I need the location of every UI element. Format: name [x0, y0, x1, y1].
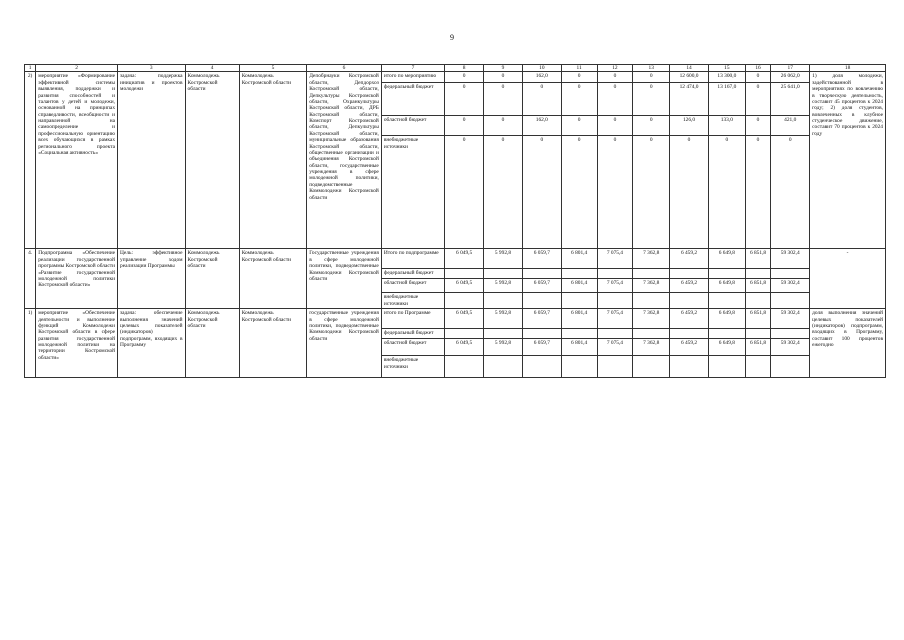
table-row [25, 72, 886, 83]
event-name: Подпрограмма «Обеспечение реализации государственной программы Костромской области «Развитие государственной молодежной политики Костромской области» [36, 249, 118, 309]
amount-cell: 0 [745, 136, 771, 249]
executors-cell: Государственные учреждения в сфере молодежной политики, подведомственные Коммолодежи Костромской области [307, 249, 382, 309]
funding-source: областной бюджет [381, 116, 444, 136]
amount-cell [771, 329, 810, 339]
funding-source: федеральный бюджет [381, 269, 444, 279]
column-number: 1 [25, 65, 36, 72]
amount-cell [708, 269, 745, 279]
amount-cell [561, 329, 597, 339]
amount-cell: 13 300,0 [708, 72, 745, 83]
amount-cell: 6 059,7 [522, 309, 561, 329]
amount-cell: 0 [445, 116, 484, 136]
amount-cell [745, 269, 771, 279]
funding-source: внебюджетные источники [381, 356, 444, 378]
table-row [25, 249, 886, 269]
amount-cell: 5 992,8 [484, 339, 523, 356]
responsible-cell: Коммолодежь Костромской области [239, 309, 306, 378]
amount-cell: 0 [771, 136, 810, 249]
funding-source: итого по Программе [381, 309, 444, 329]
amount-cell: 6 851,8 [745, 309, 771, 329]
column-number: 4 [185, 65, 239, 72]
amount-cell: 7 075,4 [597, 339, 633, 356]
column-number: 15 [708, 65, 745, 72]
amount-cell [597, 269, 633, 279]
amount-cell: 0 [445, 83, 484, 116]
responsible-cell: Коммолодежь Костромской области [239, 72, 306, 249]
amount-cell: 0 [561, 72, 597, 83]
expected-result: 1) доля молодежи, задействованной в мероприятиях по вовлечению в творческую деятельность, составит 45 процентов к 2024 году; 2) доля студентов, вовлеченных в клубное студенческое движение, составит 70 процентов к 2024 году [810, 72, 886, 249]
amount-cell: 6 649,8 [708, 309, 745, 329]
amount-cell: 126,0 [670, 116, 709, 136]
row-number: 2) [25, 72, 36, 249]
column-number: 18 [810, 65, 886, 72]
amount-cell: 0 [597, 83, 633, 116]
amount-cell: 6 801,4 [561, 309, 597, 329]
amount-cell: 6 851,8 [745, 249, 771, 269]
funding-source: федеральный бюджет [381, 83, 444, 116]
funding-source: областной бюджет [381, 279, 444, 293]
expected-result: доля выполнения значений целевых показателей (индикаторов) подпрограмм, входящих в Программу, составит 100 процентов ежегодно [810, 309, 886, 378]
amount-cell [484, 293, 523, 309]
amount-cell: 7 075,4 [597, 279, 633, 293]
amount-cell: 6 851,8 [745, 279, 771, 293]
amount-cell: 6 059,7 [522, 339, 561, 356]
funding-source: Итого по подпрограмме [381, 249, 444, 269]
column-number: 5 [239, 65, 306, 72]
amount-cell: 6 851,8 [745, 339, 771, 356]
amount-cell [633, 269, 670, 279]
amount-cell [708, 329, 745, 339]
responsible-cell: Коммолодежь Костромской области [239, 249, 306, 309]
column-number: 11 [561, 65, 597, 72]
amount-cell [771, 269, 810, 279]
amount-cell [484, 269, 523, 279]
amount-cell [561, 293, 597, 309]
amount-cell: 0 [633, 136, 670, 249]
amount-cell: 6 649,8 [708, 279, 745, 293]
amount-cell [484, 329, 523, 339]
column-number: 7 [381, 65, 444, 72]
table-row [25, 309, 886, 329]
amount-cell [445, 356, 484, 378]
amount-cell: 59 302,4 [771, 249, 810, 269]
amount-cell [670, 269, 709, 279]
column-number: 9 [484, 65, 523, 72]
column-number: 10 [522, 65, 561, 72]
event-name: мероприятие «Обеспечение деятельности и выполнение функций Коммолодежи Костромской области в сфере развития государственной молодежной политики на территории Костромской области» [36, 309, 118, 378]
amount-cell [745, 356, 771, 378]
amount-cell: 7 362,8 [633, 249, 670, 269]
amount-cell: 5 992,8 [484, 309, 523, 329]
amount-cell [484, 356, 523, 378]
event-name: мероприятие «Формирование эффективной системы выявления, поддержки и развития способностей и талантов у детей и молодежи, основанной на принципах справедливости, всеобщности и направленной на самоопределение и профессиональную ориентацию всех обучающихся в рамках регионального проекта «Социальная активность» [36, 72, 118, 249]
amount-cell: 0 [484, 116, 523, 136]
amount-cell: 25 641,0 [771, 83, 810, 116]
amount-cell [561, 356, 597, 378]
amount-cell [597, 293, 633, 309]
administrator-cell: Коммолодежь Костромской области [185, 72, 239, 249]
amount-cell: 6 649,8 [708, 339, 745, 356]
amount-cell: 6 049,5 [445, 249, 484, 269]
amount-cell: 6 459,2 [670, 249, 709, 269]
amount-cell [771, 356, 810, 378]
amount-cell: 0 [597, 136, 633, 249]
amount-cell: 0 [561, 136, 597, 249]
administrator-cell: Коммолодежь Костромской области [185, 309, 239, 378]
amount-cell: 0 [484, 136, 523, 249]
task-cell: задача: поддержка инициатив и проектов молодежи [118, 72, 185, 249]
amount-cell [633, 293, 670, 309]
column-number: 13 [633, 65, 670, 72]
amount-cell [745, 329, 771, 339]
amount-cell [561, 269, 597, 279]
amount-cell: 0 [708, 136, 745, 249]
amount-cell [522, 329, 561, 339]
amount-cell: 7 362,8 [633, 339, 670, 356]
amount-cell [745, 293, 771, 309]
task-cell: Цель: эффективное управление ходом реализации Программы [118, 249, 185, 309]
amount-cell: 0 [597, 72, 633, 83]
column-number: 3 [118, 65, 185, 72]
amount-cell [633, 356, 670, 378]
amount-cell: 0 [445, 72, 484, 83]
amount-cell [670, 329, 709, 339]
amount-cell: 0 [561, 83, 597, 116]
amount-cell: 133,0 [708, 116, 745, 136]
amount-cell: 6 801,4 [561, 279, 597, 293]
budget-table [24, 64, 886, 378]
page-number: 9 [450, 33, 454, 42]
column-number: 14 [670, 65, 709, 72]
amount-cell [670, 293, 709, 309]
amount-cell: 6 049,5 [445, 339, 484, 356]
amount-cell: 6 049,5 [445, 309, 484, 329]
amount-cell: 6 049,5 [445, 279, 484, 293]
funding-source: внебюджетные источники [381, 293, 444, 309]
amount-cell: 6 801,4 [561, 249, 597, 269]
amount-cell: 6 059,7 [522, 279, 561, 293]
amount-cell: 6 459,2 [670, 339, 709, 356]
amount-cell [670, 356, 709, 378]
amount-cell: 59 302,4 [771, 339, 810, 356]
amount-cell: 0 [484, 83, 523, 116]
amount-cell: 0 [633, 116, 670, 136]
amount-cell: 59 302,4 [771, 279, 810, 293]
funding-source: областной бюджет [381, 339, 444, 356]
amount-cell: 7 362,8 [633, 279, 670, 293]
executors-cell: государственные учреждения в сфере молодежной политики, подведомственные Коммолодежи Костромской области [307, 309, 382, 378]
amount-cell: 7 362,8 [633, 309, 670, 329]
amount-cell: 0 [597, 116, 633, 136]
amount-cell: 26 062,0 [771, 72, 810, 83]
amount-cell [522, 269, 561, 279]
amount-cell [771, 293, 810, 309]
amount-cell: 0 [522, 83, 561, 116]
amount-cell: 7 075,4 [597, 309, 633, 329]
amount-cell [708, 293, 745, 309]
amount-cell: 6 459,2 [670, 309, 709, 329]
column-number: 2 [36, 65, 118, 72]
administrator-cell: Коммолодежь Костромской области [185, 249, 239, 309]
amount-cell: 6 059,7 [522, 249, 561, 269]
executors-cell: Депобрнауки Костромской области, Депдорхоз Костромской области, Депкультуры Костромской области, Охранкультуры Костромской области, ДРБ Костромской области, Комспорт Костромской области, Депкультуры Костромской области, муниципальные образования Костромской области, общественные организации и объединения Костромской области, государственные учреждения в сфере молодежной политики, подведомственные Коммолодежи Костромской области [307, 72, 382, 249]
amount-cell: 7 075,4 [597, 249, 633, 269]
amount-cell: 6 801,4 [561, 339, 597, 356]
amount-cell: 12 474,0 [670, 83, 709, 116]
amount-cell [597, 356, 633, 378]
amount-cell [522, 293, 561, 309]
amount-cell: 0 [745, 116, 771, 136]
amount-cell: 12 600,0 [670, 72, 709, 83]
amount-cell: 13 167,0 [708, 83, 745, 116]
amount-cell [445, 329, 484, 339]
amount-cell: 0 [633, 72, 670, 83]
amount-cell: 0 [633, 83, 670, 116]
amount-cell: 0 [522, 136, 561, 249]
funding-source: внебюджетные источники [381, 136, 444, 249]
amount-cell [445, 269, 484, 279]
task-cell: задача: обеспечение выполнения значений целевых показателей (индикаторов) подпрограмм, входящих в Программу [118, 309, 185, 378]
column-number: 6 [307, 65, 382, 72]
amount-cell: 0 [745, 72, 771, 83]
amount-cell [522, 356, 561, 378]
amount-cell: 0 [445, 136, 484, 249]
column-number: 16 [745, 65, 771, 72]
funding-source: федеральный бюджет [381, 329, 444, 339]
row-number: 1) [25, 309, 36, 378]
funding-source: итого по мероприятию [381, 72, 444, 83]
amount-cell: 0 [670, 136, 709, 249]
amount-cell: 0 [561, 116, 597, 136]
row-number: 4. [25, 249, 36, 309]
amount-cell [708, 356, 745, 378]
amount-cell: 6 459,2 [670, 279, 709, 293]
column-number: 17 [771, 65, 810, 72]
amount-cell: 421,0 [771, 116, 810, 136]
amount-cell: 6 649,8 [708, 249, 745, 269]
amount-cell [597, 329, 633, 339]
amount-cell: 5 992,8 [484, 249, 523, 269]
amount-cell [445, 293, 484, 309]
column-number: 8 [445, 65, 484, 72]
expected-result: - [810, 249, 886, 309]
column-number: 12 [597, 65, 633, 72]
amount-cell: 0 [745, 83, 771, 116]
amount-cell: 162,0 [522, 72, 561, 83]
amount-cell [633, 329, 670, 339]
amount-cell: 162,0 [522, 116, 561, 136]
amount-cell: 0 [484, 72, 523, 83]
column-number-row [25, 65, 886, 72]
amount-cell: 5 992,8 [484, 279, 523, 293]
amount-cell: 59 302,4 [771, 309, 810, 329]
